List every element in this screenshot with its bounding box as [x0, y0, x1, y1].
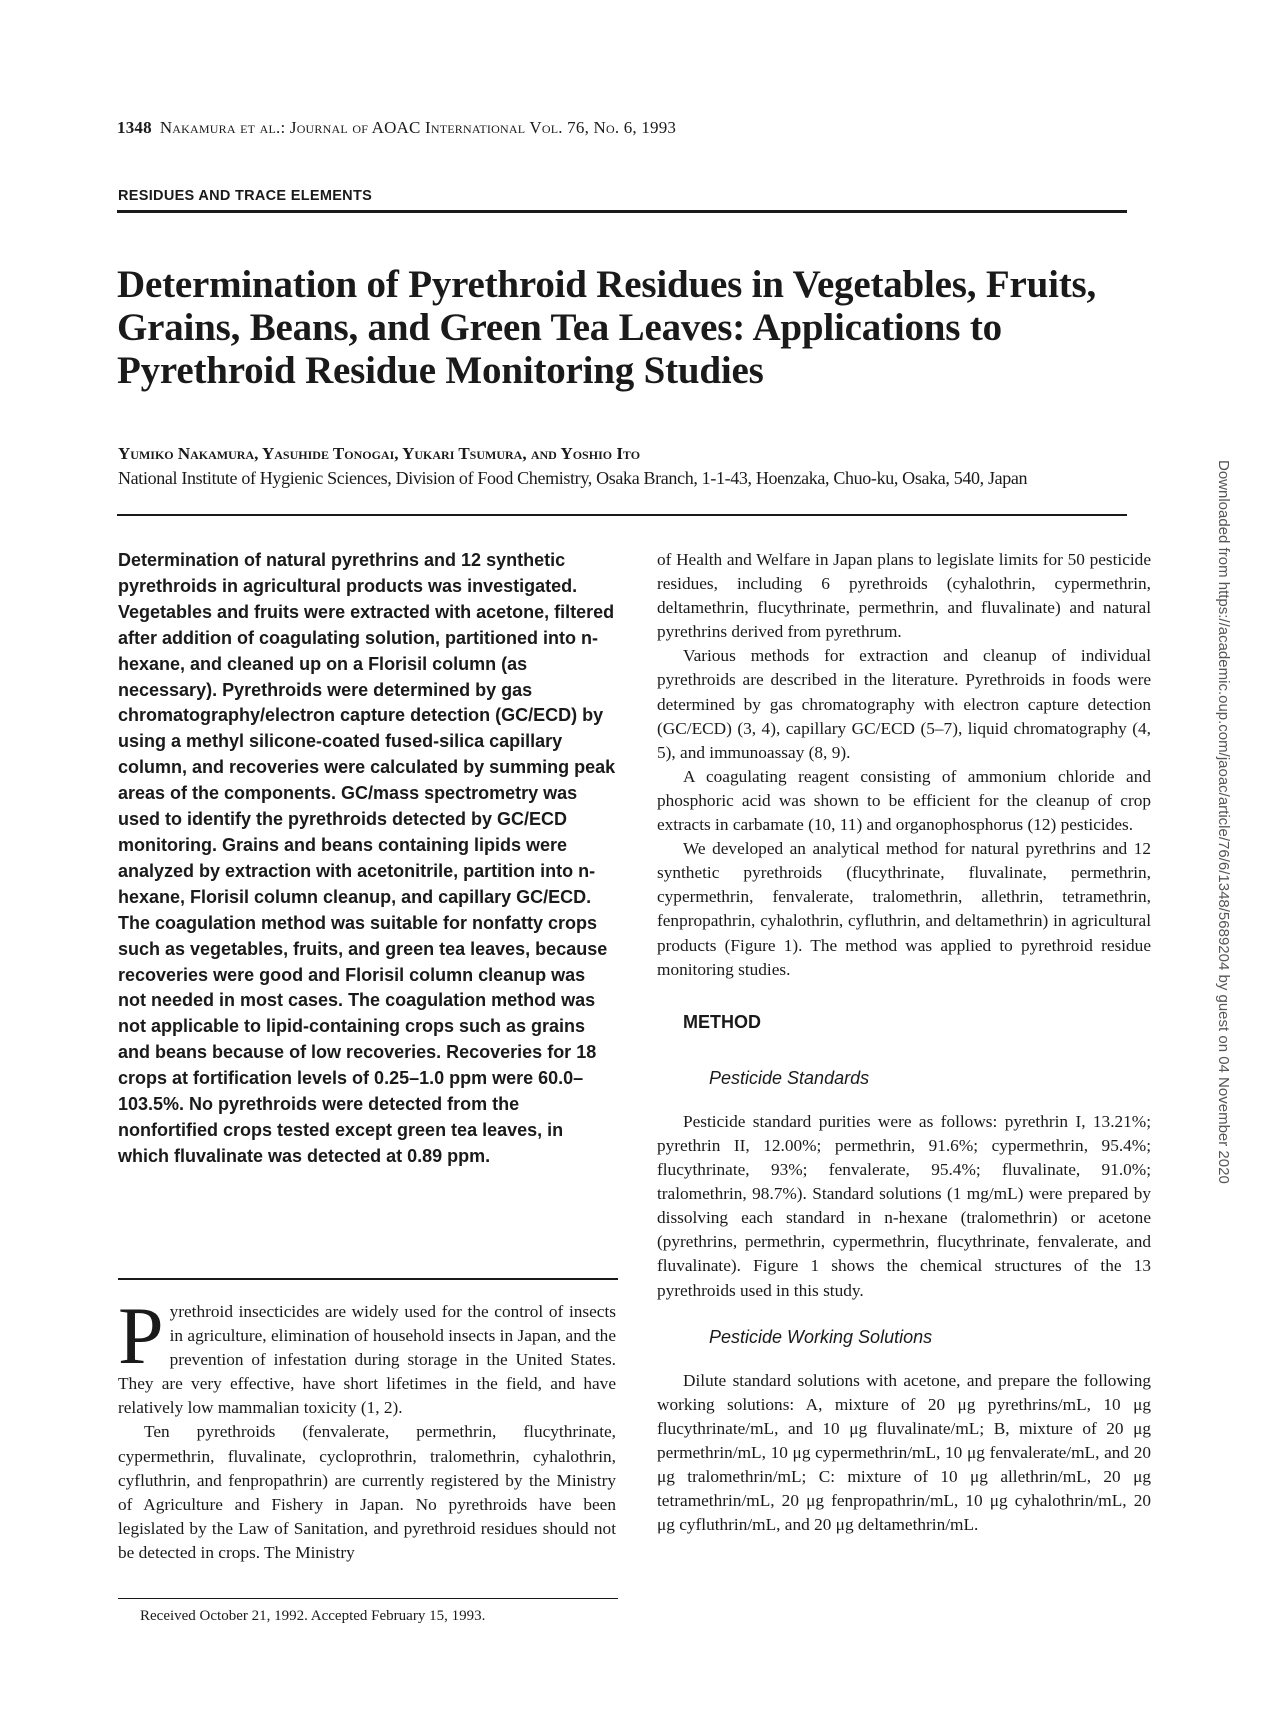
- received-footnote: Received October 21, 1992. Accepted February 15, 1993.: [140, 1608, 486, 1624]
- section-rule: [117, 210, 1127, 213]
- header-rule: [117, 514, 1127, 516]
- page-number: 1348: [117, 118, 152, 137]
- abstract: Determination of natural pyrethrins and 12 synthetic pyrethroids in agricultural products was investigated. Vegetables and fruits were extracted with acetone, filtered after addition of coagulating solution, partitioned into n-hexane, and cleaned up on a Florisil column (as necessary). Pyrethroids were determined by gas chromatography/electron capture detection (GC/ECD) by using a methyl silicone-coated fused-silica capillary column, and recoveries were calculated by summing peak areas of the components. GC/mass spectrometry was used to identify the pyrethroids detected by GC/ECD monitoring. Grains and beans containing lipids were analyzed by extraction with acetonitrile, partition into n-hexane, Florisil column cleanup, and capillary GC/ECD. The coagulation method was suitable for nonfatty crops such as vegetables, fruits, and green tea leaves, because recoveries were good and Florisil column cleanup was not needed in most cases. The coagulation method was not applicable to lipid-containing crops such as grains and beans because of low recoveries. Recoveries for 18 crops at fortification levels of 0.25–1.0 ppm were 60.0–103.5%. No pyrethroids were detected from the nonfortified crops tested except green tea leaves, in which fluvalinate was detected at 0.89 ppm.: [118, 550, 616, 1166]
- download-watermark: Downloaded from https://academic.oup.com/jaoac/article/76/6/1348/5689204 by guest on 04 November 2020: [1215, 460, 1232, 1184]
- paragraph-continued: of Health and Welfare in Japan plans to legislate limits for 50 pesticide residues, including 6 pyrethroids (cyhalothrin, cypermethrin, deltamethrin, flucythrinate, permethrin, and fluvalinate) and natural pyrethrins derived from pyrethrum.: [657, 550, 1151, 642]
- intro-paragraph-1-text: yrethroid insecticides are widely used for the control of insects in agriculture, elimination of household insects in Japan, and the prevention of infestation during storage in the United States. They are very effective, have short lifetimes in the field, and have relatively low mammalian toxicity (1, 2).: [118, 1302, 616, 1418]
- paragraph-standards: Pesticide standard purities were as follows: pyrethrin I, 13.21%; pyrethrin II, 12.00%; permethrin, 91.6%; cypermethrin, 95.4%; flucythrinate, 93%; fenvalerate, 95.4%; fluvalinate, 91.0%; tralomethrin, 98.7%). Standard solutions (1 mg/mL) were prepared by dissolving each standard in n-hexane (tralomethrin) or acetone (pyrethrins, permethrin, cypermethrin, flucythrinate, fenvalerate, and fluvalinate). Figure 1 shows the chemical structures of the 13 pyrethroids used in this study.: [657, 1111, 1151, 1300]
- method-heading: METHOD: [683, 1011, 761, 1032]
- standards-heading: Pesticide Standards: [709, 1067, 870, 1088]
- right-column: [657, 548, 1151, 1537]
- intro-paragraph-2: Ten pyrethroids (fenvalerate, permethrin, flucythrinate, cypermethrin, fluvalinate, cycloprothrin, tralomethrin, cyhalothrin, cyfluthrin, and fenpropathrin) are currently registered by the Ministry of Agriculture and Fishery in Japan. No pyrethroids have been legislated by the Law of Sanitation, and pyrethroid residues should not be detected in crops. The Ministry: [118, 1422, 616, 1562]
- journal-citation: Nakamura et al.: Journal of AOAC International Vol. 76, No. 6, 1993: [159, 118, 677, 137]
- abstract-rule: [118, 1278, 618, 1280]
- paragraph-coagulating: A coagulating reagent consisting of ammonium chloride and phosphoric acid was shown to be efficient for the cleanup of crop extracts in carbamate (10, 11) and organophosphorus (12) pesticides.: [657, 766, 1151, 835]
- drop-cap: P: [118, 1290, 164, 1381]
- working-solutions-heading: Pesticide Working Solutions: [709, 1326, 933, 1347]
- affiliation: National Institute of Hygienic Sciences, Division of Food Chemistry, Osaka Branch, 1-1-43, Hoenzaka, Chuo-ku, Osaka, 540, Japan: [118, 468, 1028, 488]
- paragraph-developed: We developed an analytical method for natural pyrethrins and 12 synthetic pyrethroids (flucythrinate, fluvalinate, permethrin, cypermethrin, fenvalerate, tralomethrin, allethrin, tetramethrin, fenpropathrin, cyhalothrin, cyfluthrin, and deltamethrin) in agricultural products (Figure 1). The method was applied to pyrethroid residue monitoring studies.: [657, 839, 1151, 979]
- article-title: Determination of Pyrethroid Residues in Vegetables, Fruits, Grains, Beans, and Green Tea Leaves: Applications to Pyrethroid Residue Monitoring Studies: [117, 263, 1097, 392]
- intro-paragraph-1: [118, 1290, 616, 1420]
- paragraph-literature: Various methods for extraction and cleanup of individual pyrethroids are described in the literature. Pyrethroids in foods were determined by gas chromatography with electron capture detection (GC/ECD) (3, 4), capillary GC/ECD (5–7), liquid chromatography (4, 5), and immunoassay (8, 9).: [657, 646, 1151, 762]
- author-list: Yumiko Nakamura, Yasuhide Tonogai, Yukari Tsumura, and Yoshio Ito: [118, 444, 641, 463]
- intro-column: [118, 1290, 616, 1565]
- running-head: [117, 118, 676, 138]
- footnote-rule: [118, 1598, 618, 1599]
- paragraph-working-solutions: Dilute standard solutions with acetone, and prepare the following working solutions: A, mixture of 20 μg pyrethrins/mL, 10 μg flucythrinate/mL, and 10 μg fluvalinate/mL; B, mixture of 20 μg permethrin/mL, 10 μg cypermethrin/mL, 10 μg fenvalerate/mL, and 20 μg tralomethrin/mL; C: mixture of 10 μg allethrin/mL, 20 μg tetramethrin/mL, 20 μg fenpropathrin/mL, 10 μg cyhalothrin/mL, 20 μg cyfluthrin/mL, and 20 μg deltamethrin/mL.: [657, 1370, 1151, 1535]
- section-label: RESIDUES AND TRACE ELEMENTS: [118, 188, 373, 204]
